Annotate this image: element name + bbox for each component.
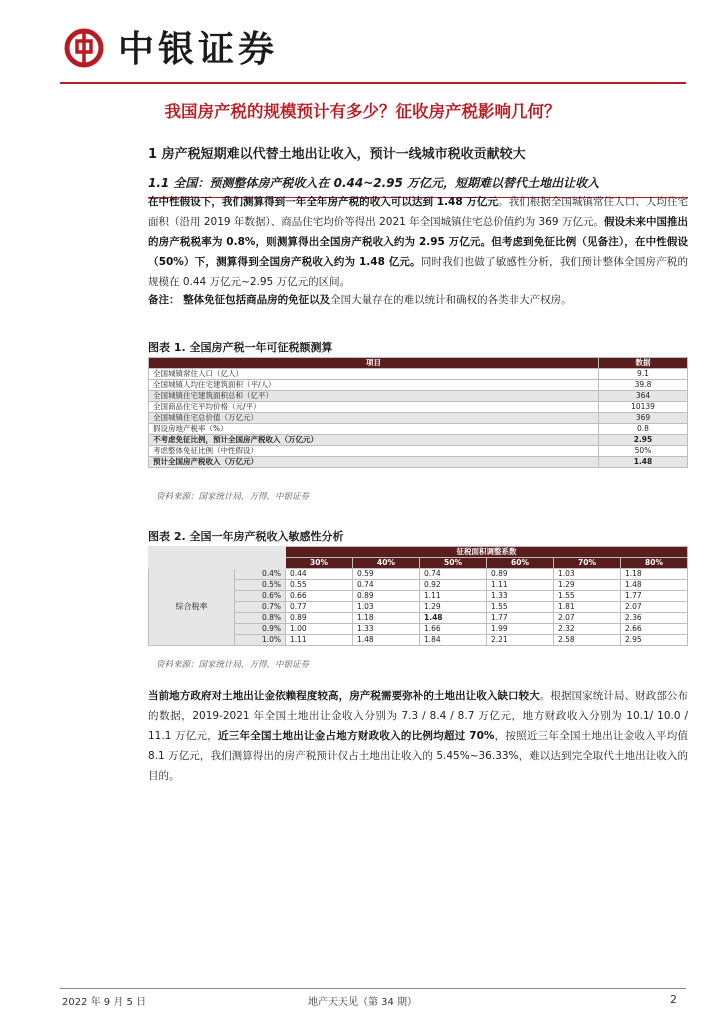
cell: 1.29: [554, 580, 621, 591]
para2-bold-2: 近三年全国土地出让金占地方财政收入的比例均超过 70%: [218, 730, 495, 742]
cell: 2.07: [554, 613, 621, 624]
rate-label: 0.9%: [235, 624, 286, 635]
footer-divider: [60, 988, 686, 989]
cell: 2.32: [554, 624, 621, 635]
cell: 0.66: [286, 591, 353, 602]
col-header: 50%: [420, 558, 487, 569]
row-label: 全国城镇住宅总价值（万亿元）: [149, 413, 599, 424]
cell: 1.18: [621, 569, 688, 580]
cell: 1.77: [487, 613, 554, 624]
highlighted-cell: 1.48: [420, 613, 487, 624]
figure2-title: 图表 2. 全国一年房产税收入敏感性分析: [148, 528, 688, 549]
cell: 2.36: [621, 613, 688, 624]
cell: 1.99: [487, 624, 554, 635]
table-row: [149, 446, 688, 457]
figure2-table: [148, 546, 688, 646]
row-value: 50%: [599, 446, 688, 457]
cell: 1.03: [353, 602, 420, 613]
rate-label: 0.4%: [235, 569, 286, 580]
row-value: 9.1: [599, 369, 688, 380]
footer-publication: 地产天天见（第 34 期）: [307, 997, 418, 1008]
cell: 1.03: [554, 569, 621, 580]
table-row: [149, 569, 688, 580]
row-label: 不考虑免征比例，预计全国房产税收入（万亿元）: [149, 435, 599, 446]
cell: 1.81: [554, 602, 621, 613]
cell: 1.00: [286, 624, 353, 635]
col-group-header: 征税面积调整系数: [286, 547, 688, 558]
row-label: 假设房地产税率（%）: [149, 424, 599, 435]
table-row: [149, 424, 688, 435]
cell: 2.58: [554, 635, 621, 646]
cell: 1.18: [353, 613, 420, 624]
cell: 1.77: [621, 591, 688, 602]
row-label: 考虑整体免征比例（中性假设）: [149, 446, 599, 457]
subsection-heading: 1.1 全国：预测整体房产税收入在 0.44~2.95 万亿元，短期难以替代土地出让收入: [148, 174, 688, 198]
header-divider: [60, 82, 686, 84]
cell: 1.66: [420, 624, 487, 635]
cell: 1.11: [487, 580, 554, 591]
col-header: 60%: [487, 558, 554, 569]
corner-cell: [149, 547, 286, 558]
para1-text-2: 同时我们也做了敏感性分析，我们预计整体全国房产税的规模在 0.44 万亿元~2.95 万亿元的区间。: [148, 256, 688, 288]
table-row: [149, 413, 688, 424]
row-value: 364: [599, 391, 688, 402]
page-number: 2: [670, 993, 677, 1006]
figure1-source: 资料来源：国家统计局，万得，中银证券: [156, 492, 310, 502]
cell: 2.66: [621, 624, 688, 635]
company-logo: [64, 28, 104, 68]
cell: 2.95: [621, 635, 688, 646]
rate-label: 0.5%: [235, 580, 286, 591]
cell: 0.92: [420, 580, 487, 591]
col-header: 40%: [353, 558, 420, 569]
para2-text-2: ，按照近三年全国土地出让金收入平均值 8.1 万亿元，我们测算得出的房产税预计仅占土地出让收入的 5.45%~36.33%，难以达到完全取代土地出让收入的目的。: [148, 730, 688, 782]
page-title: 我国房产税的规模预计有多少？征收房产税影响几何？: [164, 102, 561, 121]
cell: 0.74: [420, 569, 487, 580]
table-row: [149, 369, 688, 380]
cell: 1.55: [487, 602, 554, 613]
cell: 1.55: [554, 591, 621, 602]
cell: 0.77: [286, 602, 353, 613]
row-value: 369: [599, 413, 688, 424]
body-paragraph-2: [148, 686, 688, 786]
para1-bold-1: 在中性假设下，我们测算得到一年全年房产税的收入可以达到 1.48 万亿元: [148, 196, 499, 208]
table-row: [149, 457, 688, 468]
table-row: [149, 402, 688, 413]
cell: 1.84: [420, 635, 487, 646]
note-paragraph: [148, 290, 688, 310]
row-value: 2.95: [599, 435, 688, 446]
row-value: 39.8: [599, 380, 688, 391]
cell: 1.48: [353, 635, 420, 646]
col-header: 80%: [621, 558, 688, 569]
cell: 1.11: [420, 591, 487, 602]
row-label: 全国城镇人均住宅建筑面积（平/人）: [149, 380, 599, 391]
row-value: 10139: [599, 402, 688, 413]
cell: 1.33: [487, 591, 554, 602]
table-header-value: 数据: [599, 358, 688, 369]
para2-bold-1: 当前地方政府对土地出让金依赖程度较高，房产税需要弥补的土地出让收入缺口较大: [148, 690, 540, 702]
para1-text-1: 。我们根据全国城镇常住人口、人均住宅面积（沿用 2019 年数据）、商品住宅均价等得出 2021 年全国城镇住宅总价值约为 369 万亿元。: [148, 196, 689, 228]
table-header-item: 项目: [149, 358, 599, 369]
cell: 0.59: [353, 569, 420, 580]
cell: 0.44: [286, 569, 353, 580]
note-text: 全国大量存在的难以统计和确权的各类非大产权房。: [330, 294, 572, 306]
cell: 2.07: [621, 602, 688, 613]
col-header: 70%: [554, 558, 621, 569]
cell: 0.55: [286, 580, 353, 591]
table-row: [149, 380, 688, 391]
row-label: 全国商品住宅平均价格（元/平）: [149, 402, 599, 413]
brand-name: 中银证券: [118, 29, 279, 70]
row-label: 全国城镇住宅建筑面积总和（亿平）: [149, 391, 599, 402]
row-value: 1.48: [599, 457, 688, 468]
cell: 1.48: [621, 580, 688, 591]
figure1-table: [148, 357, 688, 468]
cell: 0.74: [353, 580, 420, 591]
rate-label: 0.7%: [235, 602, 286, 613]
para2-text-1: 。根据国家统计局、财政部公布的数据，2019-2021 年全国土地出让金收入分别为 7.3 / 8.4 / 8.7 万亿元，地方财政收入分别为 10.1/ 10.0 / 11.1 万亿元，: [148, 690, 689, 742]
row-label: 全国城镇常住人口（亿人）: [149, 369, 599, 380]
row-label: 预计全国房产税收入（万亿元）: [149, 457, 599, 468]
body-paragraph-1: [148, 192, 688, 292]
para1-bold-2: 假设未来中国推出的房产税税率为 0.8%，则测算得出全国房产税收入约为 2.95 万亿元。但考虑到免征比例（见备注），在中性假设（50%）下，测算得到全国房产税收入约为 1.48 亿元。: [148, 216, 689, 268]
table-row: [149, 391, 688, 402]
cell: 0.89: [487, 569, 554, 580]
cell: 0.89: [353, 591, 420, 602]
rate-label: 0.8%: [235, 613, 286, 624]
col-header: 30%: [286, 558, 353, 569]
cell: 1.33: [353, 624, 420, 635]
row-value: 0.8: [599, 424, 688, 435]
cell: 0.89: [286, 613, 353, 624]
cell: 2.21: [487, 635, 554, 646]
cell: 1.11: [286, 635, 353, 646]
note-bold: 备注： 整体免征包括商品房的免征以及: [148, 294, 331, 306]
corner-cell: [149, 558, 286, 569]
row-group-label: 综合税率: [149, 569, 235, 646]
rate-label: 1.0%: [235, 635, 286, 646]
footer-date: 2022 年 9 月 5 日: [62, 997, 147, 1008]
table-row: [149, 435, 688, 446]
figure2-source: 资料来源：国家统计局，万得，中银证券: [156, 660, 310, 670]
figure1-title: 图表 1. 全国房产税一年可征税额测算: [148, 339, 688, 360]
rate-label: 0.6%: [235, 591, 286, 602]
section-heading: 1 房产税短期难以代替土地出让收入，预计一线城市税收贡献较大: [148, 147, 526, 162]
cell: 1.29: [420, 602, 487, 613]
